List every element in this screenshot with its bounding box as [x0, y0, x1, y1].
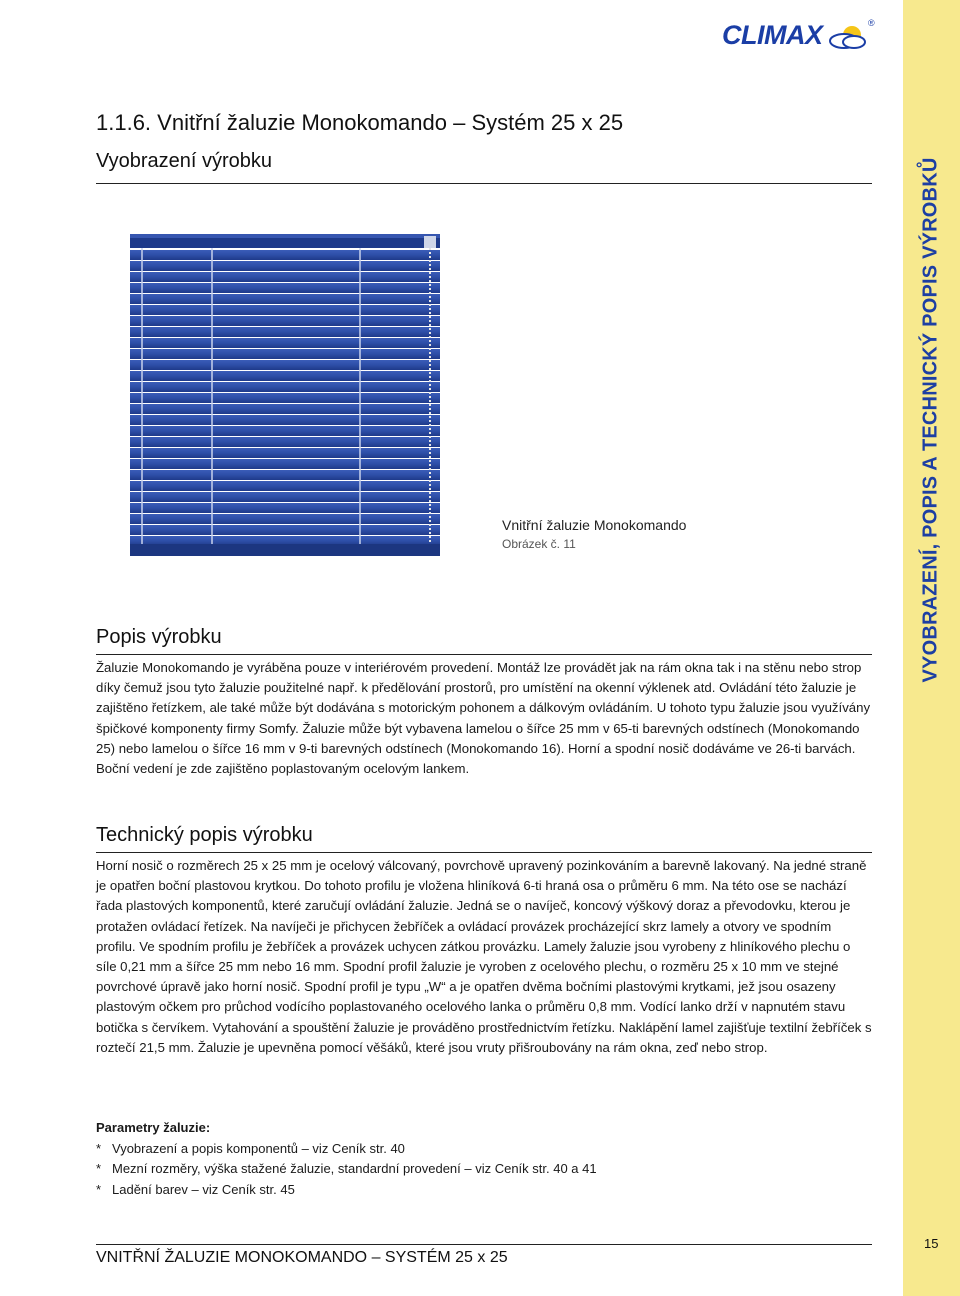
blind-slat	[130, 360, 440, 370]
list-item	[96, 1159, 597, 1180]
logo-text: CLIMAX	[722, 20, 823, 50]
sidebar-title: VYOBRAZENÍ, POPIS A TECHNICKÝ POPIS VÝROBKŮ	[919, 157, 942, 683]
list-item	[96, 1139, 597, 1160]
blind-slat	[130, 371, 440, 381]
blind-slat	[130, 426, 440, 436]
blind-slat	[130, 415, 440, 425]
cloud-sun-icon	[826, 24, 870, 50]
section-title: 1.1.6. Vnitřní žaluzie Monokomando – Systém 25 x 25	[96, 110, 624, 135]
blind-slat	[130, 382, 440, 392]
blind-slat	[130, 305, 440, 315]
figure-number: Obrázek č. 11	[502, 537, 576, 551]
footer-divider	[96, 1244, 872, 1245]
bullet: *	[96, 1181, 102, 1197]
bullet: *	[96, 1161, 102, 1176]
footer-title: VNITŘNÍ ŽALUZIE MONOKOMANDO – SYSTÉM 25 x 25	[96, 1249, 508, 1266]
list-item	[96, 1180, 597, 1201]
divider	[96, 654, 872, 655]
description-text: Žaluzie Monokomando je vyráběna pouze v interiérovém provedení. Montáž lze provádět jak na rám okna tak i na stěnu nebo strop díky čemuž jsou tyto žaluzie použitelné např. k předělování prostorů, pro umístění na okenní výklenek atd. Ovládání této žaluzie je zajištěno řetízkem, ale také může být dodávána s motorickým pohonem a dálkovým ovládáním. U tohoto typu žaluzie jsou využívány špičkové komponenty firmy Somfy. Žaluzie může být vybavena lamelou o šířce 25 mm v 65-ti barevných odstínech (Monokomando 25) nebo lamelou o šířce 16 mm v 9-ti barevných odstínech (Monokomando 16). Horní a spodní nosič dodáváme ve 26-ti barvách. Boční vedení je zde zajištěno poplastovaným ocelovým lankem.	[96, 660, 871, 777]
technical-heading: Technický popis výrobku	[96, 824, 313, 846]
blind-slat	[130, 481, 440, 491]
blind-slat	[130, 250, 440, 260]
list-item-text: Ladění barev – viz Ceník str. 45	[112, 1181, 295, 1197]
blind-slat	[130, 503, 440, 513]
blind-slat	[130, 261, 440, 271]
parameters-block	[96, 1118, 597, 1200]
blind-slat	[130, 349, 440, 359]
divider	[96, 183, 872, 184]
blind-slat	[130, 492, 440, 502]
divider	[96, 852, 872, 853]
list-item-text: Vyobrazení a popis komponentů – viz Ceník str. 40	[112, 1140, 405, 1156]
blind-slat	[130, 459, 440, 469]
page-number: 15	[924, 1236, 939, 1251]
blind-slat	[130, 294, 440, 304]
blind-slat	[130, 272, 440, 282]
blind-slat	[130, 393, 440, 403]
climax-logo	[722, 20, 874, 54]
blind-slat	[130, 316, 440, 326]
blind-slat	[130, 283, 440, 293]
technical-text: Horní nosič o rozměrech 25 x 25 mm je ocelový válcovaný, povrchově upravený pozinkováním a barevně lakovaný. Na jedné straně je opatřen boční plastovou krytkou. Do tohoto profilu je vložena hliníková 6-ti hraná osa o průměru 6 mm. Na této ose se nachází řada plastových komponentů, které zaručují ovládání žaluzie. Jedná se o navíječ, koncový výškový doraz a převodovku, kterou je protažen ovládací řetízek. Na navíječi je přichycen žebříček a ovládací provázek procházející skrz lamely a otvory ve spodním profilu. Ve spodním profilu je žebříček a provázek uchycen zátkou provázku. Lamely žaluzie jsou vyrobeny z hliníkového plechu o síle 0,21 mm a šířce 25 mm nebo 16 mm. Spodní profil žaluzie je vyroben z ocelového plechu, o rozměru 25 x 10 mm ve stejné povrchové úpravě jako horní nosič. Spodní profil je typu „W“ a je opatřen dvěma bočními plastovými krytkami, jež jsou osazeny plastovým očkem pro průchod vodícího poplastovaného ocelového lanka o průměru 0,8 mm. Vodící lanko drží v napnutém stavu botička s červíkem. Vytahování a spouštění žaluzie je prováděno prostřednictvím řetízku. Naklápění lamel zajišťuje textilní žebříček s roztečí 21,5 mm. Žaluzie je upevněna pomocí věšáků, které jsou vruty přišroubovány na rám okna, zeď nebo strop.	[96, 858, 872, 1055]
blind-slat	[130, 470, 440, 480]
list-item-text: Mezní rozměry, výška stažené žaluzie, standardní provedení – viz Ceník str. 40 a 41	[112, 1161, 597, 1176]
parameters-title: Parametry žaluzie:	[96, 1120, 211, 1135]
blind-slat	[130, 338, 440, 348]
blind-slat	[130, 327, 440, 337]
image-heading: Vyobrazení výrobku	[96, 150, 273, 172]
registered-mark: ®	[868, 18, 875, 28]
blind-slat	[130, 525, 440, 535]
figure-caption-title: Vnitřní žaluzie Monokomando	[502, 517, 687, 533]
bullet: *	[96, 1140, 102, 1156]
blind-slat	[130, 448, 440, 458]
description-heading: Popis výrobku	[96, 626, 222, 648]
blind-product-image	[130, 234, 440, 556]
parameters-list	[96, 1139, 597, 1201]
figure-caption	[502, 517, 686, 551]
blind-slat	[130, 437, 440, 447]
blind-slat	[130, 404, 440, 414]
blind-slat	[130, 514, 440, 524]
